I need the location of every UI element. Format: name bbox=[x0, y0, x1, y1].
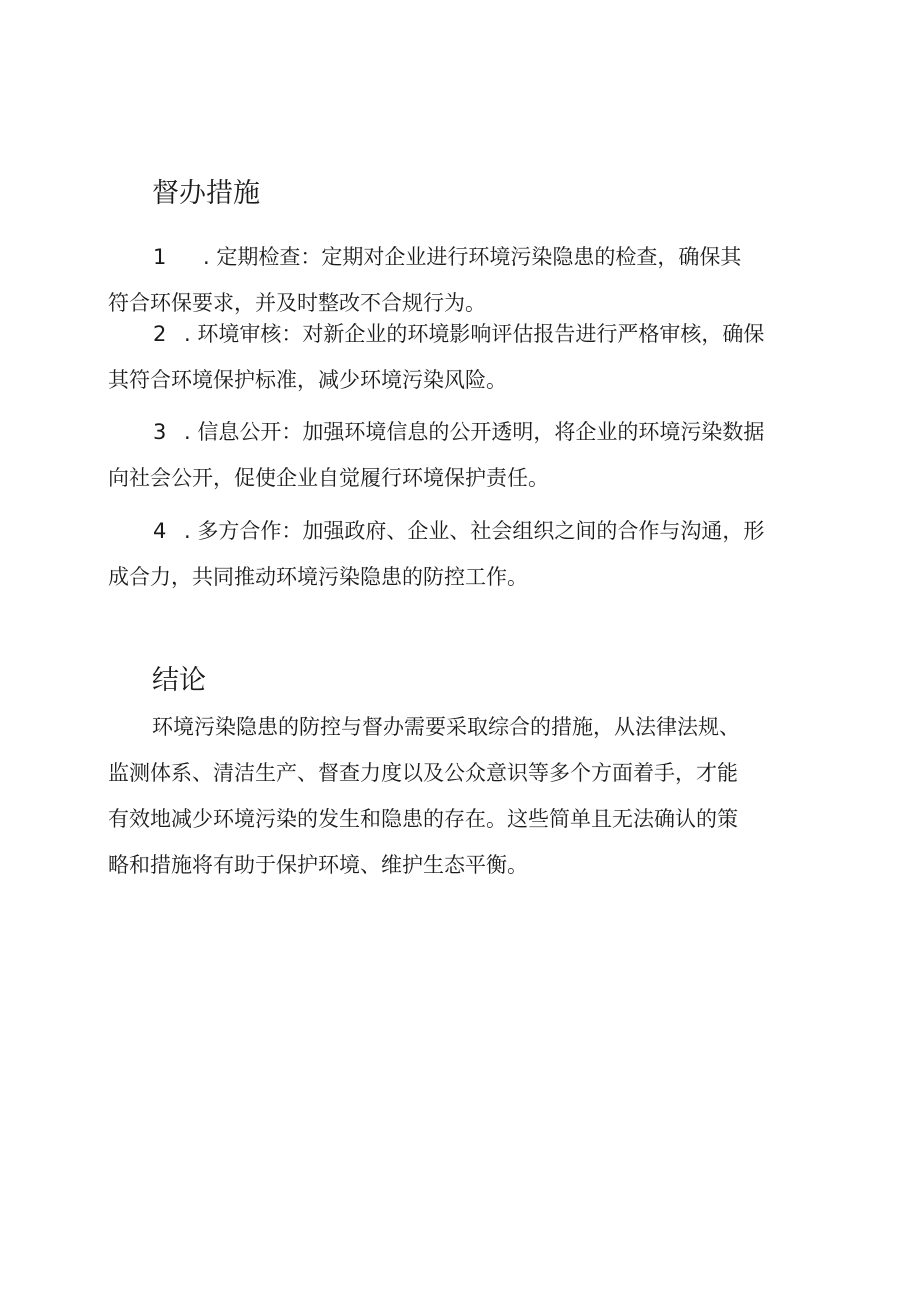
section-heading-measures: 督办措施 bbox=[152, 178, 260, 209]
list-item-number: 3 bbox=[153, 420, 167, 444]
list-item-continuation: 成合力，共同推动环境污染隐患的防控工作。 bbox=[108, 565, 528, 589]
paragraph-line: 有效地减少环境污染的发生和隐患的存在。这些简单且无法确认的策 bbox=[108, 807, 738, 831]
list-item bbox=[108, 508, 820, 600]
conclusion-paragraph bbox=[108, 704, 820, 888]
list-item bbox=[108, 409, 820, 501]
list-item-text: . 定期检查：定期对企业进行环境污染隐患的检查，确保其 bbox=[203, 245, 742, 269]
list-item-text: . 信息公开：加强环境信息的公开透明，将企业的环境污染数据 bbox=[184, 420, 765, 444]
paragraph-line: 环境污染隐患的防控与督办需要采取综合的措施，从法律法规、 bbox=[152, 715, 740, 739]
list-item bbox=[108, 311, 820, 403]
list-item-first-line bbox=[108, 409, 820, 455]
list-item-continuation: 向社会公开，促使企业自觉履行环境保护责任。 bbox=[108, 466, 549, 490]
list-item-continuation: 其符合环境保护标准，减少环境污染风险。 bbox=[108, 368, 507, 392]
list-item-number: 4 bbox=[153, 519, 167, 543]
list-item-text: . 环境审核：对新企业的环境影响评估报告进行严格审核，确保 bbox=[184, 322, 765, 346]
paragraph-line: 略和措施将有助于保护环境、维护生态平衡。 bbox=[108, 853, 528, 877]
list-item-number: 1 bbox=[153, 245, 167, 269]
list-item-number: 2 bbox=[153, 322, 167, 346]
list-item-first-line bbox=[108, 508, 820, 554]
paragraph-line: 监测体系、清洁生产、督查力度以及公众意识等多个方面着手，才能 bbox=[108, 761, 738, 785]
section-heading-conclusion: 结论 bbox=[152, 665, 206, 696]
list-item-first-line bbox=[108, 234, 820, 280]
list-item-first-line bbox=[108, 311, 820, 357]
list-item-continuation: 符合环保要求，并及时整改不合规行为。 bbox=[108, 291, 486, 315]
list-item-text: . 多方合作：加强政府、企业、社会组织之间的合作与沟通，形 bbox=[184, 519, 765, 543]
